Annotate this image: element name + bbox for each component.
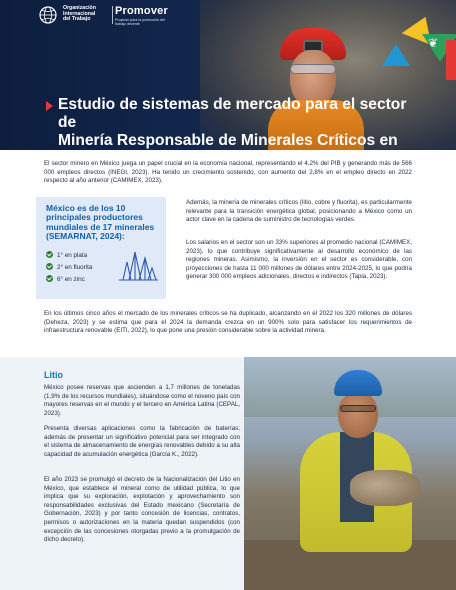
org-line-3: del Trabajo	[63, 16, 91, 23]
ilo-logo-icon	[37, 6, 59, 24]
safety-glasses	[340, 405, 376, 412]
right-paragraph-1: Además, la minería de minerales críticos (litio, cobre y fluorita), es particularmente relevante para la transición energética global, posicionando a México como un actor clave en la cadena de suministro de tecnologías verdes.	[186, 199, 412, 224]
blue-triangle-decoration	[382, 44, 410, 66]
highlight-item	[46, 263, 92, 271]
crystal-icon	[117, 246, 159, 282]
sprout-icon: ❦	[428, 36, 439, 50]
header-banner	[0, 0, 456, 150]
intro-paragraph: El sector minero en México juega un papel crucial en la economía nacional, representando el 4,2% del PIB y generando más de 566 000 empleos directos (INEGI, 2023). Ha tenido un crecimiento sostenido, con aumento del 2,8% en el empleo directo en 2022 respecto al año anterior (CAMIMEX, 2023).	[44, 160, 412, 185]
right-paragraph-2: Los salarios en el sector son un 33% superiores al promedio nacional (CAMIMEX, 2023), lo que contribuye significativamente al desarrollo económico de las regiones mineras. Asimismo, la inversión en el sector es considerable, con proyecciones de hasta 11 000 millones de dólares entre 2024-2025, lo que podría generar 300 000 empleos adicionales, directos e indirectos (Tapia, 2023).	[186, 239, 412, 281]
mineral-rock	[350, 470, 420, 506]
check-icon	[46, 251, 53, 258]
litio-paragraph-1: México posee reservas que ascienden a 1,7 millones de toneladas (1,9% de los recursos mundiales), situándose como el noveno país con mayores reservas en el mundo y el tercero en América Latina (CEPAL, 2023).	[44, 384, 240, 417]
highlight-item-text: 6° en zinc	[57, 276, 85, 283]
page-title	[58, 96, 428, 150]
litio-paragraph-3: El año 2023 se promulgó el decreto de la Nacionalización del Litio en México, que establece el mineral como de utilidad pública, lo que implica que su exploración, explotación y aprovechamiento son responsabilidades exclusivas del Estado mexicano (Secretaría de Gobernación, 2023) y por tanto concesión de licencias, contratos, permisos o autorizaciones en la materia quedan suspendidos (con excepción de las concesiones otorgadas previo a la promulgación de dicho decreto).	[44, 476, 240, 544]
litio-heading: Litio	[44, 370, 63, 380]
highlight-item-text: 2° en fluorita	[57, 264, 93, 271]
title-line-2: Minería Responsable de Minerales Críticos en	[58, 132, 398, 149]
title-arrow-icon	[46, 101, 53, 111]
logo-bar	[0, 0, 456, 30]
title-line-1: Estudio de sistemas de mercado para el sector de	[58, 96, 407, 131]
highlight-item-text: 1° en plata	[57, 252, 88, 259]
highlight-box-title: México es de los 10 principales productores mundiales de 17 minerales (SEMARNAT, 2024):	[46, 203, 155, 242]
ilo-org-name	[63, 6, 96, 23]
market-paragraph: En los últimos cinco años el mercado de los minerales críticos se ha duplicado, alcanzando en el 2022 los 320 millones de dólares (Deheza, 2023) y se estima que para el 2024 la demanda crezca en un 900% solo para satisfacer los requerimientos de infraestructura renovable (EITI, 2022), lo que pone una presión considerable sobre la actividad minera.	[44, 310, 412, 335]
highlight-item	[46, 251, 87, 259]
promover-logo: Promover	[115, 5, 168, 17]
logo-divider	[112, 6, 113, 24]
check-icon	[46, 263, 53, 270]
org-line-2: Internacional	[63, 10, 96, 17]
check-icon	[46, 275, 53, 282]
safety-goggles	[290, 64, 336, 74]
red-bar-decoration	[446, 40, 456, 80]
org-line-1: Organización	[63, 5, 96, 11]
promover-tagline: Proyecto para la promoción del trabajo decente	[115, 18, 165, 26]
worker-face-2	[338, 392, 378, 438]
highlight-item	[46, 275, 85, 283]
litio-paragraph-2: Presenta diversas aplicaciones como la fabricación de baterías; además de presentar un significativo potencial para ser integrado con el sistema de almacenamiento de energías renovables debido a su alta capacidad de acumulación energética (García K., 2022).	[44, 425, 240, 458]
